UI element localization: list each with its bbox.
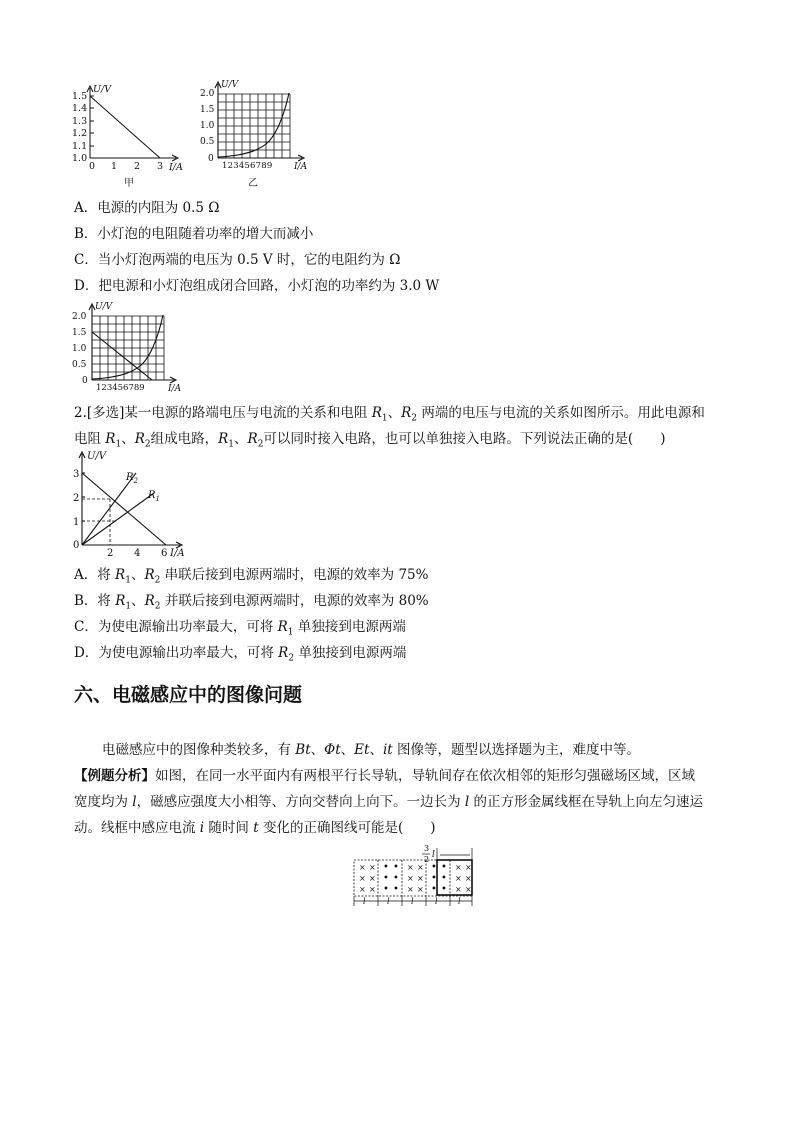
q1-option-a: A．电源的内阻为 0.5 Ω — [74, 200, 220, 216]
q2-y-tick: 0 — [73, 540, 80, 551]
q2-y-tick: 2 — [73, 493, 80, 504]
yi-y-tick: 1.0 — [200, 121, 215, 131]
top-label-numerator: 3 — [424, 844, 430, 853]
mid-x-ticks: 123456789 — [96, 383, 145, 393]
jia-x-tick: 3 — [157, 161, 164, 172]
q2-x-axis-label: I/A — [170, 548, 185, 558]
field-into-page-icon: × — [369, 863, 376, 872]
mid-y-axis-label: U/V — [95, 302, 113, 312]
top-label-denominator: 2 — [424, 855, 430, 864]
q2-option-b: B．将 $R_1$、$R_2$ 并联后接到电源两端时，电源的效率为 80% — [74, 593, 429, 612]
field-out-of-page-icon: • — [441, 884, 447, 895]
field-out-of-page-icon: • — [441, 873, 447, 884]
section-heading: 六、电磁感应中的图像问题 — [74, 684, 303, 706]
jia-y-tick: 1.4 — [72, 103, 88, 114]
yi-x-axis-label: I/A — [294, 162, 308, 172]
q2-x-tick: 2 — [107, 548, 114, 558]
figure-jia — [72, 82, 192, 192]
field-out-of-page-icon: • — [393, 884, 399, 895]
figure-yi — [196, 78, 316, 192]
field-into-page-icon: × — [359, 885, 366, 894]
yi-y-tick: 0.5 — [200, 137, 215, 147]
jia-y-tick: 1.2 — [72, 128, 88, 139]
width-label: l — [363, 897, 366, 906]
q2-y-axis-label: U/V — [87, 451, 107, 462]
q2-stem-line2: 电阻 $R_1$、$R_2$组成电路，$R_1$、$R_2$可以同时接入电路，也可以单独接入电路。下列说法正确的是( ) — [74, 431, 666, 450]
mid-y-tick: 0.5 — [72, 360, 87, 370]
field-into-page-icon: × — [417, 885, 424, 894]
q2-y-tick: 1 — [73, 517, 80, 528]
width-label: l — [411, 897, 414, 906]
jia-x-axis-label: I/A — [169, 162, 183, 173]
label-r1: $R_1$ — [148, 490, 160, 503]
jia-caption: 甲 — [124, 178, 134, 189]
intro-paragraph: 电磁感应中的图像种类较多，有 Bt、Φt、Et、it 图像等，题型以选择题为主，难度中等。 — [102, 742, 641, 758]
field-into-page-icon: × — [417, 874, 424, 883]
field-into-page-icon: × — [455, 885, 462, 894]
figure-combined — [70, 300, 200, 396]
mid-x-axis-label: I/A — [168, 384, 182, 394]
yi-y-tick: 0 — [208, 154, 214, 164]
field-into-page-icon: × — [369, 885, 376, 894]
figure-magnetic-field — [350, 840, 480, 910]
mid-y-tick: 1.0 — [72, 344, 87, 354]
field-into-page-icon: × — [407, 874, 414, 883]
field-into-page-icon: × — [407, 863, 414, 872]
jia-x-tick: 2 — [134, 161, 141, 172]
yi-y-tick: 2.0 — [200, 89, 215, 99]
mid-y-tick: 2.0 — [72, 312, 87, 322]
top-label-l: l — [432, 850, 435, 860]
field-into-page-icon: × — [455, 863, 462, 872]
field-out-of-page-icon: • — [441, 862, 447, 873]
field-into-page-icon: × — [359, 863, 366, 872]
jia-y-tick: 1.5 — [72, 91, 88, 102]
field-into-page-icon: × — [465, 874, 472, 883]
field-into-page-icon: × — [407, 885, 414, 894]
field-out-of-page-icon: • — [393, 862, 399, 873]
example-line2: 宽度均为 l，磁感应强度大小相等、方向交替向上向下。一边长为 l 的正方形金属线框在导轨上向左匀速运 — [74, 794, 704, 810]
jia-x-tick: 0 — [89, 161, 96, 172]
q2-option-c: C．为使电源输出功率最大，可将 $R_1$ 单独接到电源两端 — [74, 619, 406, 638]
yi-y-axis-label: U/V — [221, 80, 239, 90]
field-out-of-page-icon: • — [431, 884, 437, 895]
q2-option-d: D．为使电源输出功率最大，可将 $R_2$ 单独接到电源两端 — [74, 645, 407, 664]
example-line3: 动。线框中感应电流 i 随时间 t 变化的正确图线可能是( ) — [74, 820, 436, 836]
field-out-of-page-icon: • — [431, 862, 437, 873]
field-out-of-page-icon: • — [383, 884, 389, 895]
q2-x-tick: 4 — [134, 548, 141, 558]
q1-option-b: B．小灯泡的电阻随着功率的增大而减小 — [74, 226, 314, 242]
width-label: l — [435, 897, 438, 906]
figure-q2 — [70, 450, 200, 558]
field-out-of-page-icon: • — [383, 862, 389, 873]
field-out-of-page-icon: • — [431, 873, 437, 884]
yi-y-tick: 1.5 — [200, 105, 215, 115]
field-out-of-page-icon: • — [393, 873, 399, 884]
jia-y-axis-label: U/V — [93, 84, 112, 95]
width-label: l — [458, 897, 461, 906]
mid-y-tick: 1.5 — [72, 328, 87, 338]
q1-option-d: D．把电源和小灯泡组成闭合回路，小灯泡的功率约为 3.0 W — [74, 278, 440, 294]
field-into-page-icon: × — [417, 863, 424, 872]
field-into-page-icon: × — [369, 874, 376, 883]
field-into-page-icon: × — [359, 874, 366, 883]
jia-y-tick: 1.1 — [72, 141, 88, 152]
field-into-page-icon: × — [465, 885, 472, 894]
q2-y-tick: 3 — [73, 469, 80, 480]
example-tag: 【例题分析】 — [74, 768, 155, 784]
q2-stem-line1: 2.[多选]某一电源的路端电压与电流的关系和电阻 $R_1$、$R_2$ 两端的电压与电流的关系如图所示。用此电源和 — [74, 405, 705, 424]
q2-option-a: A．将 $R_1$、$R_2$ 串联后接到电源两端时，电源的效率为 75% — [74, 567, 429, 586]
jia-x-tick: 1 — [111, 161, 118, 172]
yi-caption: 乙 — [248, 178, 258, 189]
mid-y-tick: 0 — [82, 376, 88, 386]
field-out-of-page-icon: • — [383, 873, 389, 884]
example-line1: 【例题分析】如图，在同一水平面内有两根平行长导轨，导轨间存在依次相邻的矩形匀强磁场区域，区域 — [74, 768, 695, 784]
field-into-page-icon: × — [455, 874, 462, 883]
q2-x-tick: 6 — [161, 548, 168, 558]
yi-x-ticks: 123456789 — [222, 161, 273, 171]
label-r2: $R_2$ — [126, 472, 138, 485]
field-into-page-icon: × — [465, 863, 472, 872]
jia-y-tick: 1.3 — [72, 116, 88, 127]
q1-option-c: C．当小灯泡两端的电压为 0.5 V 时，它的电阻约为 Ω — [74, 252, 401, 268]
jia-y-tick: 1.0 — [72, 153, 88, 164]
width-label: l — [387, 897, 390, 906]
